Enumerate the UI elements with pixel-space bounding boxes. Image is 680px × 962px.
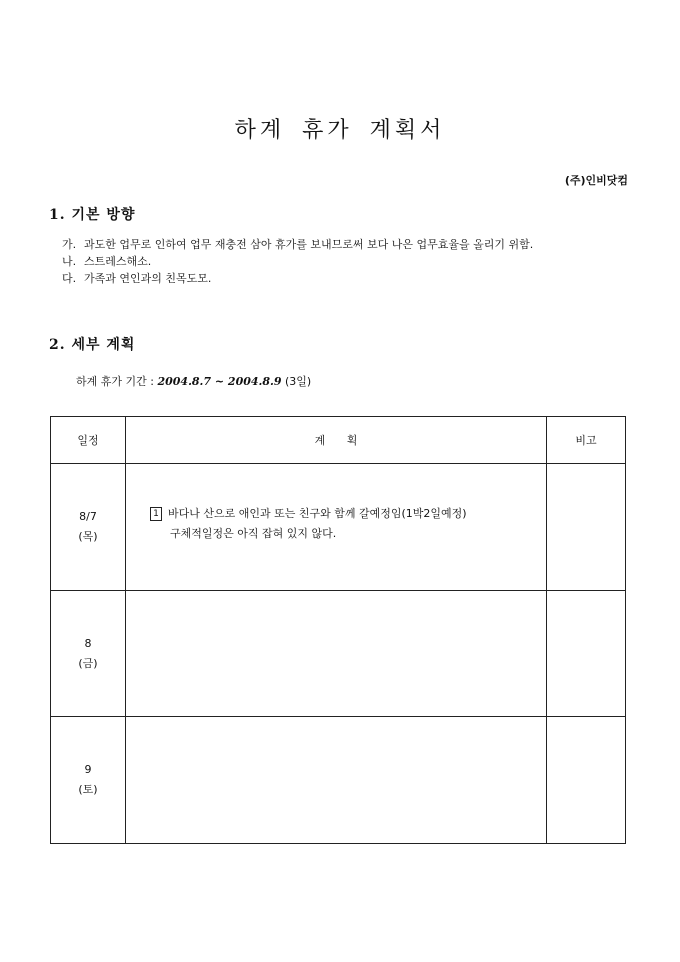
header-note: 비고 — [547, 417, 626, 464]
list-item — [62, 236, 632, 253]
table-header-row — [51, 417, 626, 464]
date-cell — [51, 464, 126, 591]
plan-cell — [126, 717, 547, 844]
plan-cell — [126, 590, 547, 717]
list-item — [62, 270, 632, 287]
date-value: 8 — [84, 636, 92, 650]
day-of-week: (토) — [78, 783, 98, 797]
plan-cell — [126, 464, 547, 591]
vacation-period — [76, 373, 311, 389]
header-date: 일정 — [51, 417, 126, 464]
list-item-mark: 나. — [62, 255, 77, 268]
list-item — [62, 253, 632, 270]
day-of-week: (목) — [78, 530, 98, 543]
section2-heading: 2. 세부 계획 — [49, 337, 136, 353]
section1-list — [62, 236, 632, 287]
company-name: (주)인비닷컴 — [564, 174, 628, 187]
section1-heading: 1. 기본 방향 — [49, 207, 136, 223]
list-item-text: 가족과 연인과의 친목도모. — [84, 272, 212, 285]
date-cell — [51, 590, 126, 717]
period-dates: 2004.8.7 ~ 2004.8.9 — [157, 375, 282, 388]
period-label: 하계 휴가 기간 : — [76, 375, 154, 388]
schedule-table — [50, 416, 626, 844]
document-title: 하계 휴가 계획서 — [234, 118, 446, 143]
list-item-text: 스트레스해소. — [84, 255, 152, 268]
list-item-text: 과도한 업무로 인하여 업무 재충전 삼아 휴가를 보내므로써 보다 나은 업무효율을 올리기 위함. — [84, 238, 534, 251]
period-days: (3일) — [285, 375, 312, 388]
plan-line2: 구체적일정은 아직 잡혀 있지 않다. — [170, 527, 337, 541]
day-of-week: (금) — [78, 656, 98, 670]
note-cell — [547, 717, 626, 844]
plan-line1: 바다나 산으로 애인과 또는 친구와 함께 갈예정임(1박2일예정) — [168, 507, 467, 521]
date-value: 9 — [84, 763, 92, 777]
table-row — [51, 717, 626, 844]
table-row — [51, 464, 626, 591]
item-number-box: 1 — [150, 507, 162, 521]
table-row — [51, 590, 626, 717]
list-item-mark: 가. — [62, 238, 77, 251]
header-plan: 계 획 — [126, 417, 547, 464]
list-item-mark: 다. — [62, 272, 77, 285]
note-cell — [547, 464, 626, 591]
date-value: 8/7 — [79, 510, 97, 523]
note-cell — [547, 590, 626, 717]
plan-text — [126, 464, 546, 544]
date-cell — [51, 717, 126, 844]
